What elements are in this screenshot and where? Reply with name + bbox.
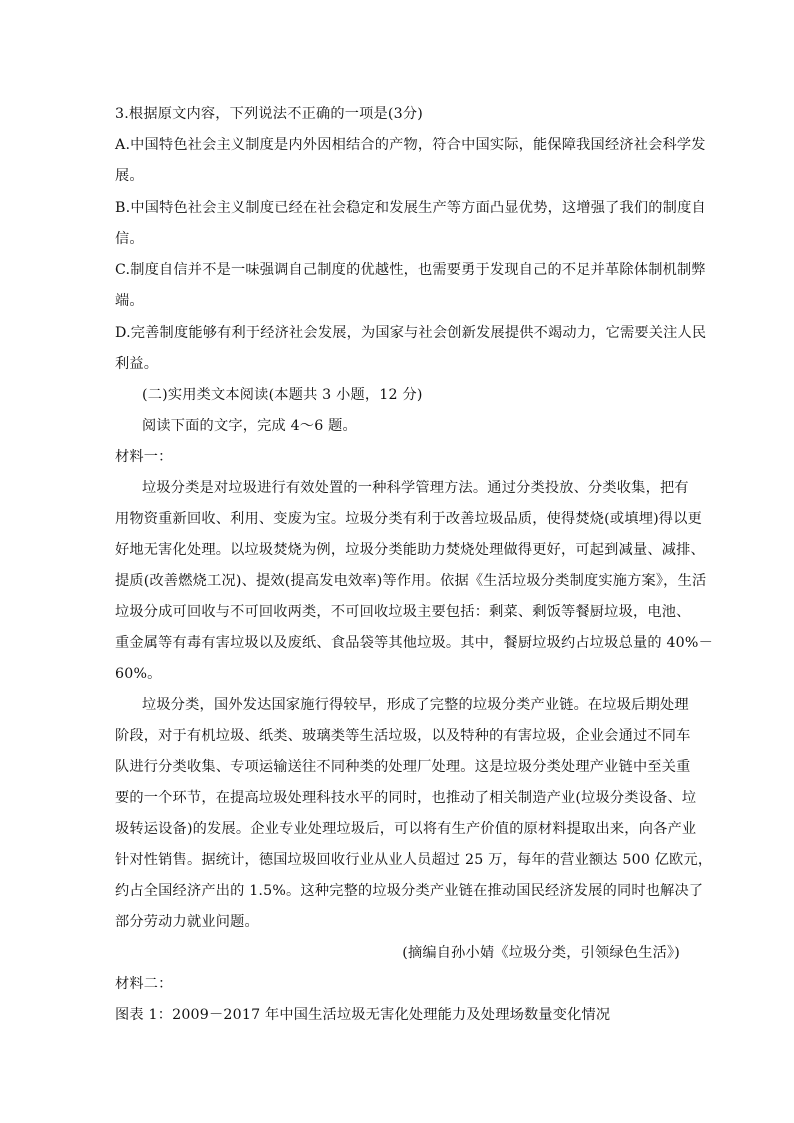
question3-option-c-cont: 端。 xyxy=(115,293,144,309)
material1-p2-line: 阶段，对于有机垃圾、纸类、玻璃类等生活垃圾，以及特种的有害垃圾，企业会通过不同车 xyxy=(115,728,691,744)
material2-label: 材料二： xyxy=(115,976,173,992)
material1-p1-line: 垃圾分成可回收与不可回收两类，不可回收垃圾主要包括：剩菜、剩饭等餐厨垃圾，电池、 xyxy=(115,604,691,620)
section-instruction: 阅读下面的文字，完成 4～6 题。 xyxy=(142,418,357,434)
question3-option-b: B.中国特色社会主义制度已经在社会稳定和发展生产等方面凸显优势，这增强了我们的制度自 xyxy=(115,200,706,216)
material1-p2-line: 队进行分类收集、专项运输送往不同种类的处理厂处理。这是垃圾分类处理产业链中至关重 xyxy=(115,759,691,775)
material1-p1-line: 好地无害化处理。以垃圾焚烧为例，垃圾分类能助力焚烧处理做得更好，可起到减量、减排、 xyxy=(115,542,705,558)
material1-p2-line: 约占全国经济产出的 1.5%。这种完整的垃圾分类产业链在推动国民经济发展的同时也解决了 xyxy=(115,883,704,899)
material1-source: (摘编自孙小婧《垃圾分类，引领绿色生活》) xyxy=(402,945,680,961)
material1-p1-line: 用物资重新回收、利用、变废为宝。垃圾分类有利于改善垃圾品质，使得焚烧(或填埋)得以更 xyxy=(115,511,702,527)
question3-stem: 3.根据原文内容，下列说法不正确的一项是(3分) xyxy=(115,106,423,122)
question3-option-a: A.中国特色社会主义制度是内外因相结合的产物，符合中国实际，能保障我国经济社会科学发 xyxy=(115,137,706,153)
material1-p2-line: 要的一个环节，在提高垃圾处理科技水平的同时，也推动了相关制造产业(垃圾分类设备、垃 xyxy=(115,790,697,806)
material1-p1-line: 垃圾分类是对垃圾进行有效处置的一种科学管理方法。通过分类投放、分类收集，把有 xyxy=(142,480,689,496)
material1-p1-line: 重金属等有毒有害垃圾以及废纸、食品袋等其他垃圾。其中，餐厨垃圾约占垃圾总量的 40%－ xyxy=(115,635,713,651)
question3-option-d: D.完善制度能够有利于经济社会发展，为国家与社会创新发展提供不竭动力，它需要关注人民 xyxy=(115,325,707,341)
question3-option-d-cont: 利益。 xyxy=(115,356,159,372)
question3-option-a-cont: 展。 xyxy=(115,168,144,184)
material1-p1-line: 60%。 xyxy=(115,666,162,682)
material1-p2-line: 针对性销售。据统计，德国垃圾回收行业从业人员超过 25 万，每年的营业额达 500 亿欧元， xyxy=(115,852,713,868)
question3-option-c: C.制度自信并不是一味强调自己制度的优越性，也需要勇于发现自己的不足并革除体制机制弊 xyxy=(115,262,706,278)
question3-option-b-cont: 信。 xyxy=(115,231,144,247)
chart-caption: 图表 1：2009－2017 年中国生活垃圾无害化处理能力及处理场数量变化情况 xyxy=(115,1007,611,1023)
material1-p2-line: 垃圾分类，国外发达国家施行得较早，形成了完整的垃圾分类产业链。在垃圾后期处理 xyxy=(142,697,689,713)
material1-p1-line: 提质(改善燃烧工况)、提效(提高发电效率)等作用。依据《生活垃圾分类制度实施方案》，生活 xyxy=(115,573,707,589)
material1-label: 材料一： xyxy=(115,449,173,465)
material1-p2-line: 部分劳动力就业问题。 xyxy=(115,914,259,930)
material1-p2-line: 圾转运设备)的发展。企业专业处理垃圾后，可以将有生产价值的原材料提取出来，向各产业 xyxy=(115,821,697,837)
section-heading: (二)实用类文本阅读(本题共 3 小题，12 分) xyxy=(142,387,423,403)
